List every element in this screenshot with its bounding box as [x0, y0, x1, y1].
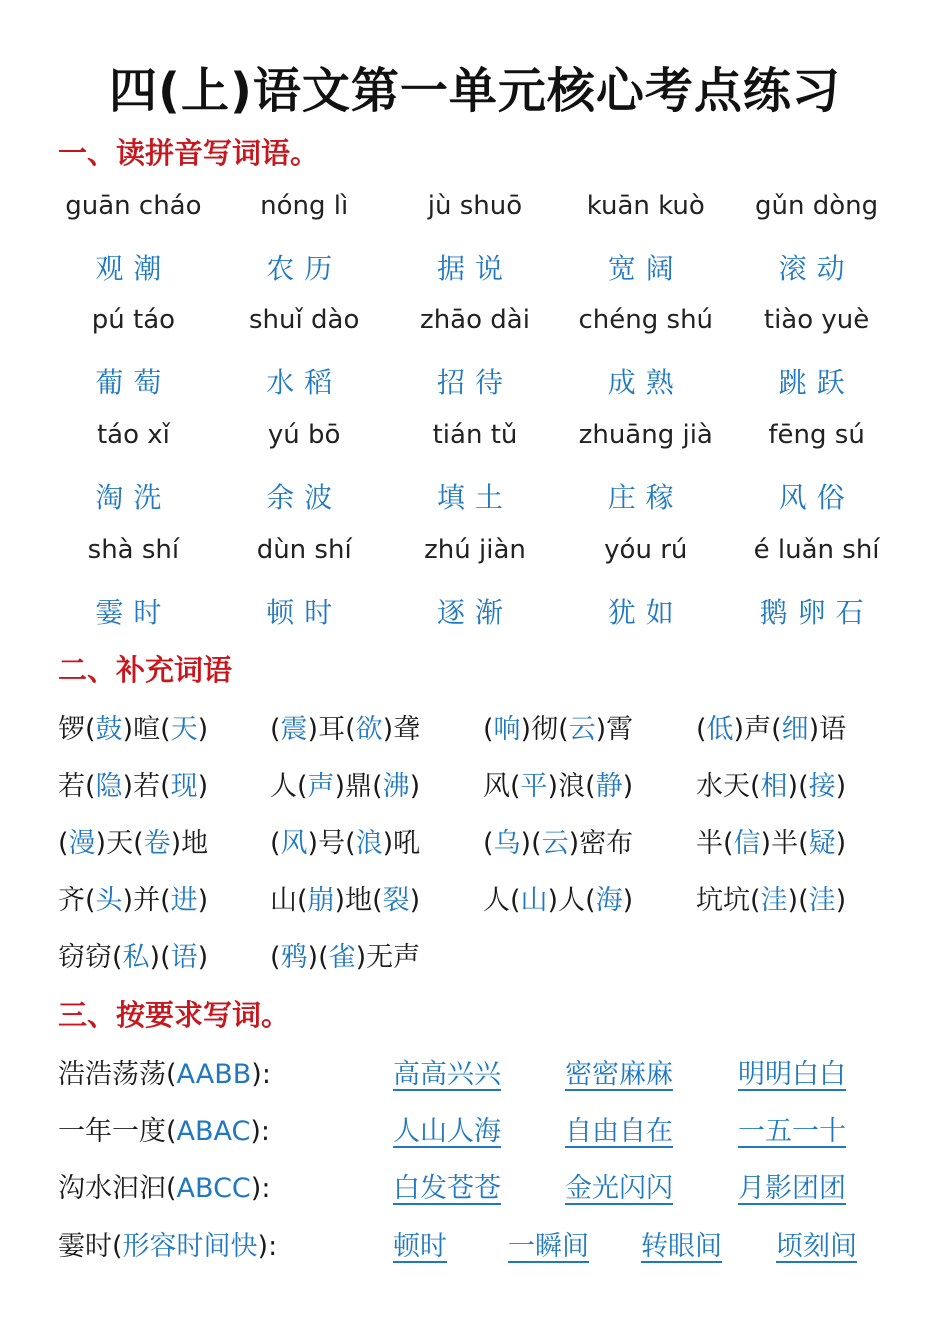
idiom-text: 风( [483, 771, 521, 802]
idiom-text: 半( [696, 828, 734, 859]
answer-char: 漫 [68, 828, 96, 859]
idiom-text: ( [270, 714, 281, 745]
answer-char: 洼 [760, 885, 788, 916]
idiom-text: ) [409, 885, 421, 916]
answer-char: 沸 [382, 771, 410, 802]
answer-word: 填土 [436, 481, 513, 514]
pinyin-text: zhú jiàn [424, 535, 526, 565]
idiom-text: )天( [95, 828, 144, 859]
pinyin-text: gǔn dòng [755, 191, 879, 221]
answer-char: 浪 [355, 828, 383, 859]
pinyin-text: tián tǔ [432, 420, 518, 450]
answer-word: 招待 [436, 366, 513, 399]
answer-char: 细 [781, 714, 809, 745]
answer-char: 山 [520, 885, 548, 916]
pinyin-row [48, 191, 902, 221]
idiom-item [58, 878, 208, 917]
idiom-text: 齐( [58, 885, 96, 916]
idiom-text: ( [58, 828, 69, 859]
pinyin-text: tiào yuè [763, 305, 870, 335]
answer-word: 密密麻麻 [565, 1059, 673, 1090]
pinyin-text: chéng shú [578, 305, 714, 335]
answer-word: 成熟 [607, 366, 684, 399]
idiom-text: )( [787, 771, 809, 802]
label-end: ): [250, 1116, 271, 1147]
idiom-text: )地( [334, 885, 383, 916]
idiom-text: ) [197, 885, 209, 916]
answer-word: 滚动 [778, 252, 855, 285]
idiom-item [58, 707, 208, 746]
answer-word: 逐渐 [436, 596, 513, 629]
idiom-text: 若( [58, 771, 96, 802]
answer-char: 鼓 [95, 714, 123, 745]
idiom-text: ) [197, 771, 209, 802]
answer-word: 一五一十 [738, 1116, 846, 1147]
answer-char: 风 [280, 828, 308, 859]
pinyin-text: yóu rú [604, 535, 688, 565]
answer-word: 顿时 [266, 596, 343, 629]
idiom-item [270, 935, 420, 974]
idiom-text: ) [835, 828, 847, 859]
pinyin-row [48, 305, 902, 335]
answer-word: 宽阔 [607, 252, 684, 285]
answer-word: 明明白白 [738, 1059, 846, 1090]
idiom-text: )半( [760, 828, 809, 859]
answer-word-row [48, 247, 902, 287]
pinyin-row [48, 420, 902, 450]
answer-word: 淘洗 [95, 481, 172, 514]
answer-char: 声 [307, 771, 335, 802]
idiom-text: )浪( [547, 771, 596, 802]
idiom-text: 窃窃( [58, 942, 123, 973]
pinyin-text: é luǎn shí [753, 535, 880, 565]
idiom-text: ) [197, 942, 209, 973]
answer-char: 云 [568, 714, 596, 745]
answer-word: 月影团团 [738, 1173, 846, 1204]
label-end: ): [250, 1173, 271, 1204]
answer-char: 平 [520, 771, 548, 802]
idiom-text: )声( [733, 714, 782, 745]
answer-word-row [48, 476, 902, 516]
idiom-text: ) [197, 714, 209, 745]
pinyin-text: guān cháo [65, 191, 202, 221]
answer-word: 犹如 [607, 596, 684, 629]
answer-word: 跳跃 [778, 366, 855, 399]
pinyin-text: jù shuō [427, 191, 523, 221]
answer-char: 头 [95, 885, 123, 916]
page-title: 四(上)语文第一单元核心考点练习 [109, 63, 841, 119]
answer-word: 据说 [436, 252, 513, 285]
answer-char: 语 [170, 942, 198, 973]
answer-word: 人山人海 [393, 1116, 501, 1147]
pattern-label [58, 1224, 277, 1263]
idiom-text: ( [270, 828, 281, 859]
answer-char: 洼 [808, 885, 836, 916]
answer-char: 海 [595, 885, 623, 916]
pattern-label [58, 1166, 270, 1205]
pattern-hint: AABB [176, 1059, 252, 1090]
answer-char: 欲 [355, 714, 383, 745]
idiom-item [483, 764, 633, 803]
answer-char: 云 [541, 828, 569, 859]
idiom-text: )霄 [595, 714, 634, 745]
idiom-text: )聋 [382, 714, 421, 745]
idiom-item [696, 764, 846, 803]
pinyin-text: táo xǐ [96, 420, 170, 450]
answer-word: 葡萄 [95, 366, 172, 399]
idiom-text: )密布 [568, 828, 634, 859]
pinyin-text: dùn shí [256, 535, 352, 565]
answer-char: 隐 [95, 771, 123, 802]
pinyin-text: fēng sú [768, 420, 865, 450]
answer-word: 一瞬间 [508, 1231, 589, 1262]
idiom-text: )( [307, 942, 329, 973]
idiom-text: )( [149, 942, 171, 973]
idiom-text: )耳( [307, 714, 356, 745]
answer-char: 低 [706, 714, 734, 745]
pinyin-text: yú bō [267, 420, 341, 450]
example-word: 霎时( [58, 1231, 123, 1262]
answer-word: 金光闪闪 [565, 1173, 673, 1204]
idiom-item [270, 764, 420, 803]
answer-word-row [48, 361, 902, 401]
idiom-text: )( [787, 885, 809, 916]
idiom-text: ( [483, 828, 494, 859]
pinyin-row [48, 535, 902, 565]
answer-word: 霎时 [95, 596, 172, 629]
answer-word-row [48, 591, 902, 631]
answer-char: 乌 [493, 828, 521, 859]
pinyin-text: nóng lì [260, 191, 349, 221]
answer-word: 水稻 [266, 366, 343, 399]
answer-char: 现 [170, 771, 198, 802]
answer-char: 进 [170, 885, 198, 916]
idiom-text: )喧( [122, 714, 171, 745]
answer-char: 疑 [808, 828, 836, 859]
idiom-text: ( [696, 714, 707, 745]
pattern-hint: ABCC [176, 1173, 251, 1204]
idiom-text: )人( [547, 885, 596, 916]
idiom-text: )无声 [355, 942, 421, 973]
idiom-text: ) [835, 885, 847, 916]
answer-word: 顿时 [393, 1231, 447, 1262]
idiom-item [58, 764, 208, 803]
idiom-text: ) [409, 771, 421, 802]
idiom-text: 锣( [58, 714, 96, 745]
answer-char: 信 [733, 828, 761, 859]
pinyin-text: zhāo dài [420, 305, 530, 335]
answer-word: 自由自在 [565, 1116, 673, 1147]
pinyin-text: pú táo [91, 305, 176, 335]
answer-word: 顷刻间 [776, 1231, 857, 1262]
answer-char: 静 [595, 771, 623, 802]
idiom-text: )吼 [382, 828, 421, 859]
answer-char: 天 [170, 714, 198, 745]
idiom-item [270, 707, 420, 746]
idiom-text: ) [622, 771, 634, 802]
section-1-heading: 一、读拼音写词语。 [58, 136, 320, 170]
idiom-item [696, 878, 846, 917]
idiom-item [270, 821, 420, 860]
example-word: 浩浩荡荡( [58, 1059, 177, 1090]
pinyin-text: shà shí [87, 535, 180, 565]
answer-word: 庄稼 [607, 481, 684, 514]
idiom-text: ( [270, 942, 281, 973]
answer-word: 风俗 [778, 481, 855, 514]
idiom-text: ( [483, 714, 494, 745]
section-3-heading: 三、按要求写词。 [58, 998, 291, 1032]
idiom-item [483, 821, 633, 860]
answer-char: 鸦 [280, 942, 308, 973]
idiom-item [696, 821, 846, 860]
answer-char: 私 [122, 942, 150, 973]
idiom-item [58, 935, 208, 974]
answer-word: 高高兴兴 [393, 1059, 501, 1090]
answer-char: 相 [760, 771, 788, 802]
idiom-text: )语 [808, 714, 847, 745]
answer-char: 响 [493, 714, 521, 745]
pinyin-text: zhuāng jià [578, 420, 713, 450]
answer-char: 雀 [328, 942, 356, 973]
answer-word: 农历 [266, 252, 343, 285]
idiom-text: )若( [122, 771, 171, 802]
answer-char: 崩 [307, 885, 335, 916]
idiom-item [58, 821, 208, 860]
pinyin-text: shuǐ dào [249, 305, 360, 335]
idiom-item [483, 707, 633, 746]
idiom-item [270, 878, 420, 917]
idiom-text: )号( [307, 828, 356, 859]
answer-word: 转眼间 [641, 1231, 722, 1262]
section-2-heading: 二、补充词语 [58, 653, 233, 687]
idiom-text: 坑坑( [696, 885, 761, 916]
idiom-item [696, 707, 846, 746]
idiom-text: 水天( [696, 771, 761, 802]
answer-char: 接 [808, 771, 836, 802]
example-word: 沟水汩汩( [58, 1173, 177, 1204]
idiom-text: )( [520, 828, 542, 859]
pinyin-text: kuān kuò [586, 191, 705, 221]
answer-char: 裂 [382, 885, 410, 916]
idiom-text: )地 [170, 828, 209, 859]
label-end: ): [257, 1231, 278, 1262]
answer-char: 震 [280, 714, 308, 745]
pattern-hint: 形容时间快 [122, 1231, 258, 1262]
idiom-text: )鼎( [334, 771, 383, 802]
answer-word: 鹅卵石 [759, 596, 874, 629]
idiom-text: )彻( [520, 714, 569, 745]
idiom-text: )并( [122, 885, 171, 916]
idiom-item [483, 878, 633, 917]
answer-word: 观潮 [95, 252, 172, 285]
idiom-text: 人( [483, 885, 521, 916]
idiom-text: 人( [270, 771, 308, 802]
idiom-text: ) [835, 771, 847, 802]
pattern-label [58, 1052, 271, 1091]
pattern-label [58, 1109, 270, 1148]
idiom-text: 山( [270, 885, 308, 916]
answer-word: 余波 [266, 481, 343, 514]
pattern-hint: ABAC [176, 1116, 251, 1147]
answer-char: 卷 [143, 828, 171, 859]
example-word: 一年一度( [58, 1116, 177, 1147]
idiom-text: ) [622, 885, 634, 916]
label-end: ): [251, 1059, 271, 1090]
answer-word: 白发苍苍 [393, 1173, 501, 1204]
